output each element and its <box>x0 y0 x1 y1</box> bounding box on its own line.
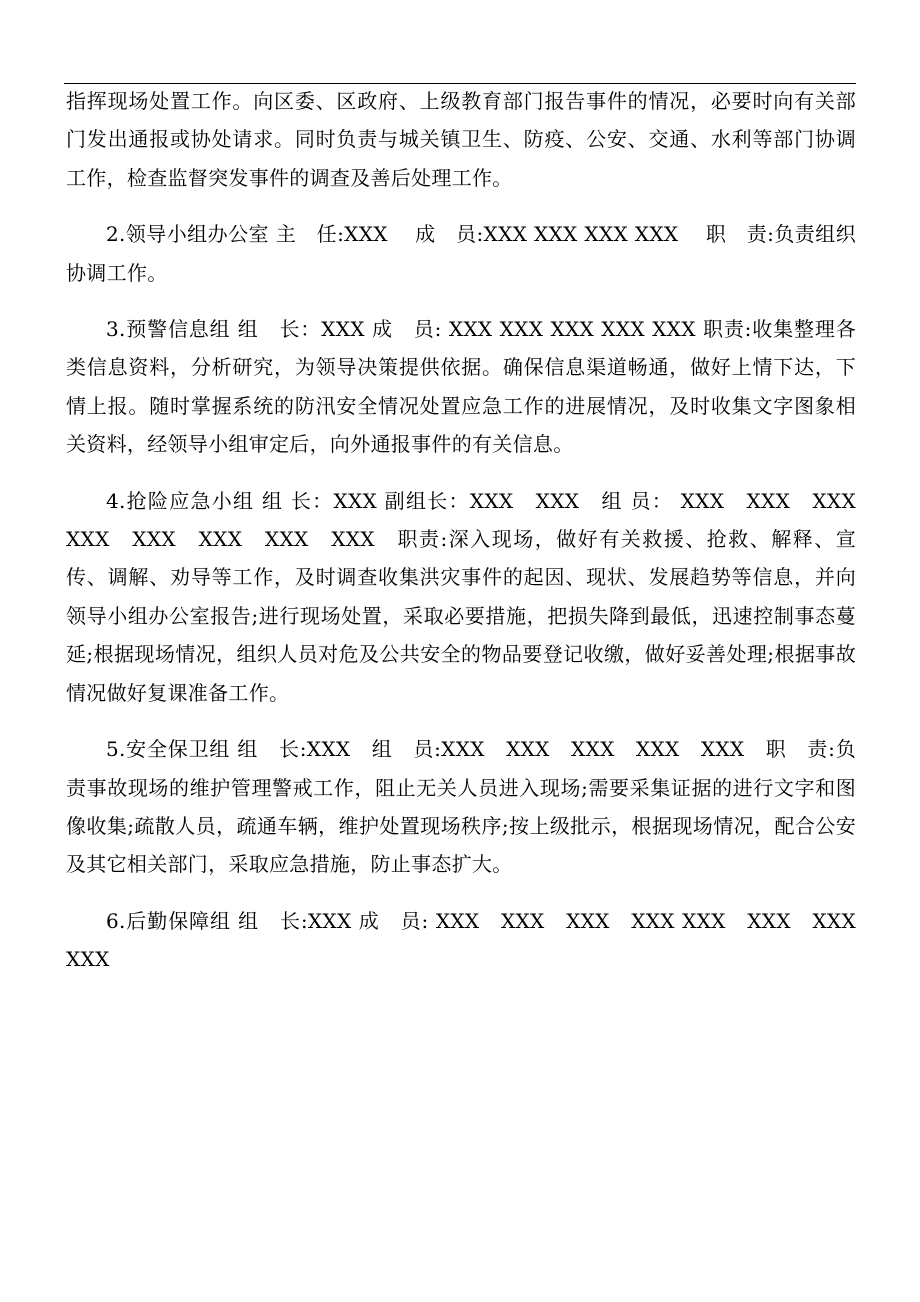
paragraph-security-group: 5.安全保卫组 组 长:XXX 组 员:XXX XXX XXX XXX XXX 职 责:负责事故现场的维护管理警戒工作，阻止无关人员进入现场;需要采集证据的进行文字和图像收集;疏散人员，疏通车辆，维护处置现场秩序;按上级批示，根据现场情况，配合公安及其它相关部门，采取应急措施，防止事态扩大。 <box>66 737 856 877</box>
paragraph-emergency-rescue-group: 4.抢险应急小组 组 长：XXX 副组长：XXX XXX 组 员： XXX XXX XXX XXX XXX XXX XXX XXX 职责:深入现场，做好有关救援、抢救、解释、宣传、调解、劝导等工作，及时调查收集洪灾事件的起因、现状、发展趋势等信息，并向领导小组办公室报告;进行现场处置，采取必要措施，把损失降到最低，迅速控制事态蔓延;根据现场情况，组织人员对危及公共安全的物品要登记收缴，做好妥善处理;根据事故情况做好复课准备工作。 <box>66 488 877 705</box>
paragraph-logistics-group: 6.后勤保障组 组 长:XXX 成 员: XXX XXX XXX XXX XXX XXX XXX XXX <box>66 908 877 972</box>
paragraph-warning-info-group: 3.预警信息组 组 长：XXX 成 员: XXX XXX XXX XXX XXX 职责:收集整理各类信息资料，分析研究，为领导决策提供依据。确保信息渠道畅通，做好上情下达，下情上报。随时掌握系统的防汛安全情况处置应急工作的进展情况，及时收集文字图象相关资料，经领导小组审定后，向外通报事件的有关信息。 <box>66 317 856 457</box>
document-body <box>66 82 877 997</box>
paragraph-office: 2.领导小组办公室 主 任:XXX 成 员:XXX XXX XXX XXX 职 责:负责组织协调工作。 <box>66 222 856 285</box>
paragraph-continuation: 指挥现场处置工作。向区委、区政府、上级教育部门报告事件的情况，必要时向有关部门发出通报或协处请求。同时负责与城关镇卫生、防疫、公安、交通、水利等部门协调工作，检查监督突发事件的调查及善后处理工作。 <box>66 89 856 190</box>
